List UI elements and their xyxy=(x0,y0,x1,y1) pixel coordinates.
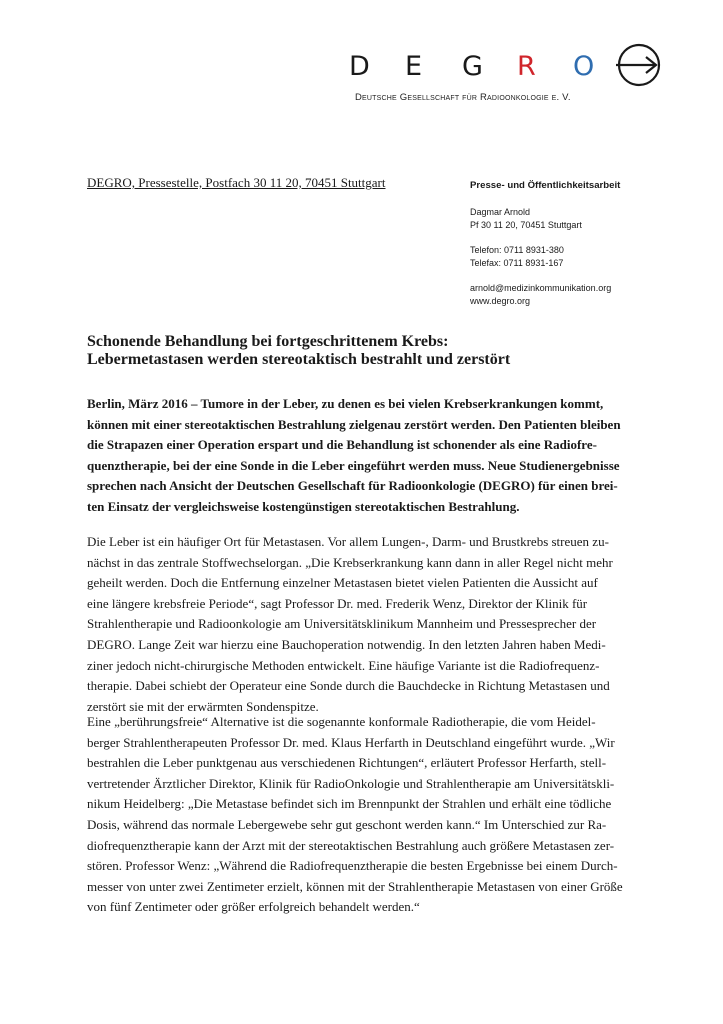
body-line: DEGRO. Lange Zeit war hierzu eine Bauchoperation notwendig. In den letzten Jahren haben Medi- xyxy=(87,636,606,652)
logo-letter-o: O xyxy=(573,51,595,82)
contact-phone: Telefon: 0711 8931-380 xyxy=(470,245,564,255)
body-line: von fünf Zentimeter oder größer erfolgreich behandelt werden.“ xyxy=(87,899,420,915)
logo-letter-d: D xyxy=(349,51,370,82)
lead-line: sprechen nach Ansicht der Deutschen Gesellschaft für Radioonkologie (DEGRO) für einen brei- xyxy=(87,478,618,493)
contact-block xyxy=(470,179,620,308)
body-line: bestrahlen die Leber punktgenau aus verschiedenen Richtungen“, erläutert Professor Herfarth, stell- xyxy=(87,755,607,771)
body-line: messer von unter zwei Zentimeter erzielt, können mit der Strahlentherapie Metastasen von einer Größe xyxy=(87,878,623,894)
logo-letter-r: R xyxy=(517,51,536,82)
lead-paragraph xyxy=(87,394,647,517)
contact-fax: Telefax: 0711 8931-167 xyxy=(470,258,564,268)
body-line: zerstört sie mit der erwärmten Sondenspitze. xyxy=(87,698,319,714)
body-line: nächst in das zentrale Stoffwechselorgan. „Die Krebserkrankung kann dann in aller Regel nicht mehr xyxy=(87,554,613,570)
contact-heading: Presse- und Öffentlichkeitsarbeit xyxy=(470,180,621,191)
body-line: Dosis, während das normale Lebergewebe sehr gut geschont werden kann.“ Im Unterschied zur Ra- xyxy=(87,816,607,832)
contact-name: Dagmar Arnold xyxy=(470,207,531,217)
headline-line: Lebermetastasen werden stereotaktisch bestrahlt und zerstört xyxy=(87,351,511,368)
contact-email[interactable]: arnold@medizinkommunikation.org xyxy=(470,283,612,293)
body-line: berger Strahlentherapeuten Professor Dr. med. Klaus Herfarth in Deutschland eingeführt wurde. „Wir xyxy=(87,734,615,750)
body-line: Strahlentherapie und Radioonkologie am Universitätsklinikum Mannheim und Pressesprecher der xyxy=(87,616,597,632)
lead-line: die Strapazen einer Operation erspart und die Behandlung ist schonender als eine Radiofre- xyxy=(87,437,597,452)
body-line: vertretender Ärztlicher Direktor, Klinik für RadioOnkologie und Strahlentherapie am Universitätskli- xyxy=(87,775,615,791)
body-paragraph-1 xyxy=(87,532,647,717)
body-line: diofrequenztherapie kann der Arzt mit der stereotaktischen Bestrahlung auch größere Metastasen zer- xyxy=(87,837,615,853)
logo-tagline: Deutsche Gesellschaft für Radioonkologie e. V. xyxy=(355,92,571,103)
lead-line: Berlin, März 2016 – Tumore in der Leber, zu denen es bei vielen Krebserkrankungen kommt, xyxy=(87,396,604,411)
press-headline xyxy=(87,333,647,369)
body-line: geheilt werden. Doch die Entfernung einzelner Metastasen bietet vielen Patienten die Aussicht auf xyxy=(87,575,598,591)
body-line: eine längere krebsfreie Periode“, sagt Professor Dr. med. Frederik Wenz, Direktor der Klinik für xyxy=(87,595,588,611)
lead-line: ten Einsatz der vergleichsweise kostengünstigen stereotaktischen Bestrahlung. xyxy=(87,498,520,514)
body-paragraph-2 xyxy=(87,712,647,918)
lead-line: quenztherapie, bei der eine Sonde in die Leber eingeführt werden muss. Neue Studienergebnisse xyxy=(87,457,620,473)
logo-letter-g: G xyxy=(462,51,483,82)
body-line: stören. Professor Wenz: „Während die Radiofrequenztherapie die besten Ergebnisse bei einem Durch- xyxy=(87,858,618,874)
logo-letter-e: E xyxy=(405,51,423,82)
body-line: therapie. Dabei schiebt der Operateur eine Sonde durch die Bauchdecke in Richtung Metastasen und xyxy=(87,678,610,694)
body-line: Die Leber ist ein häufiger Ort für Metastasen. Vor allem Lungen-, Darm- und Brustkrebs streuen zu- xyxy=(87,534,609,549)
headline-line: Schonende Behandlung bei fortgeschrittenem Krebs: xyxy=(87,333,449,350)
contact-address: Pf 30 11 20, 70451 Stuttgart xyxy=(470,220,582,230)
circle-arrow-icon xyxy=(616,42,662,88)
contact-website[interactable]: www.degro.org xyxy=(470,296,531,306)
lead-line: können mit einer stereotaktischen Bestrahlung zielgenau zerstört werden. Den Patienten bleiben xyxy=(87,416,621,432)
body-line: ziner jedoch nicht-chirurgische Methoden entwickelt. Eine häufige Variante ist die Radiofrequenz- xyxy=(87,657,600,673)
body-line: Eine „berührungsfreie“ Alternative ist die sogenannte konformale Radiotherapie, die vom Heidel- xyxy=(87,714,596,729)
sender-address-line: DEGRO, Pressestelle, Postfach 30 11 20, 70451 Stuttgart xyxy=(87,175,386,190)
body-line: nikum Heidelberg: „Die Metastase befindet sich im Brennpunkt der Strahlen und erhält eine tödliche xyxy=(87,796,612,812)
logo-wordmark xyxy=(349,51,595,85)
